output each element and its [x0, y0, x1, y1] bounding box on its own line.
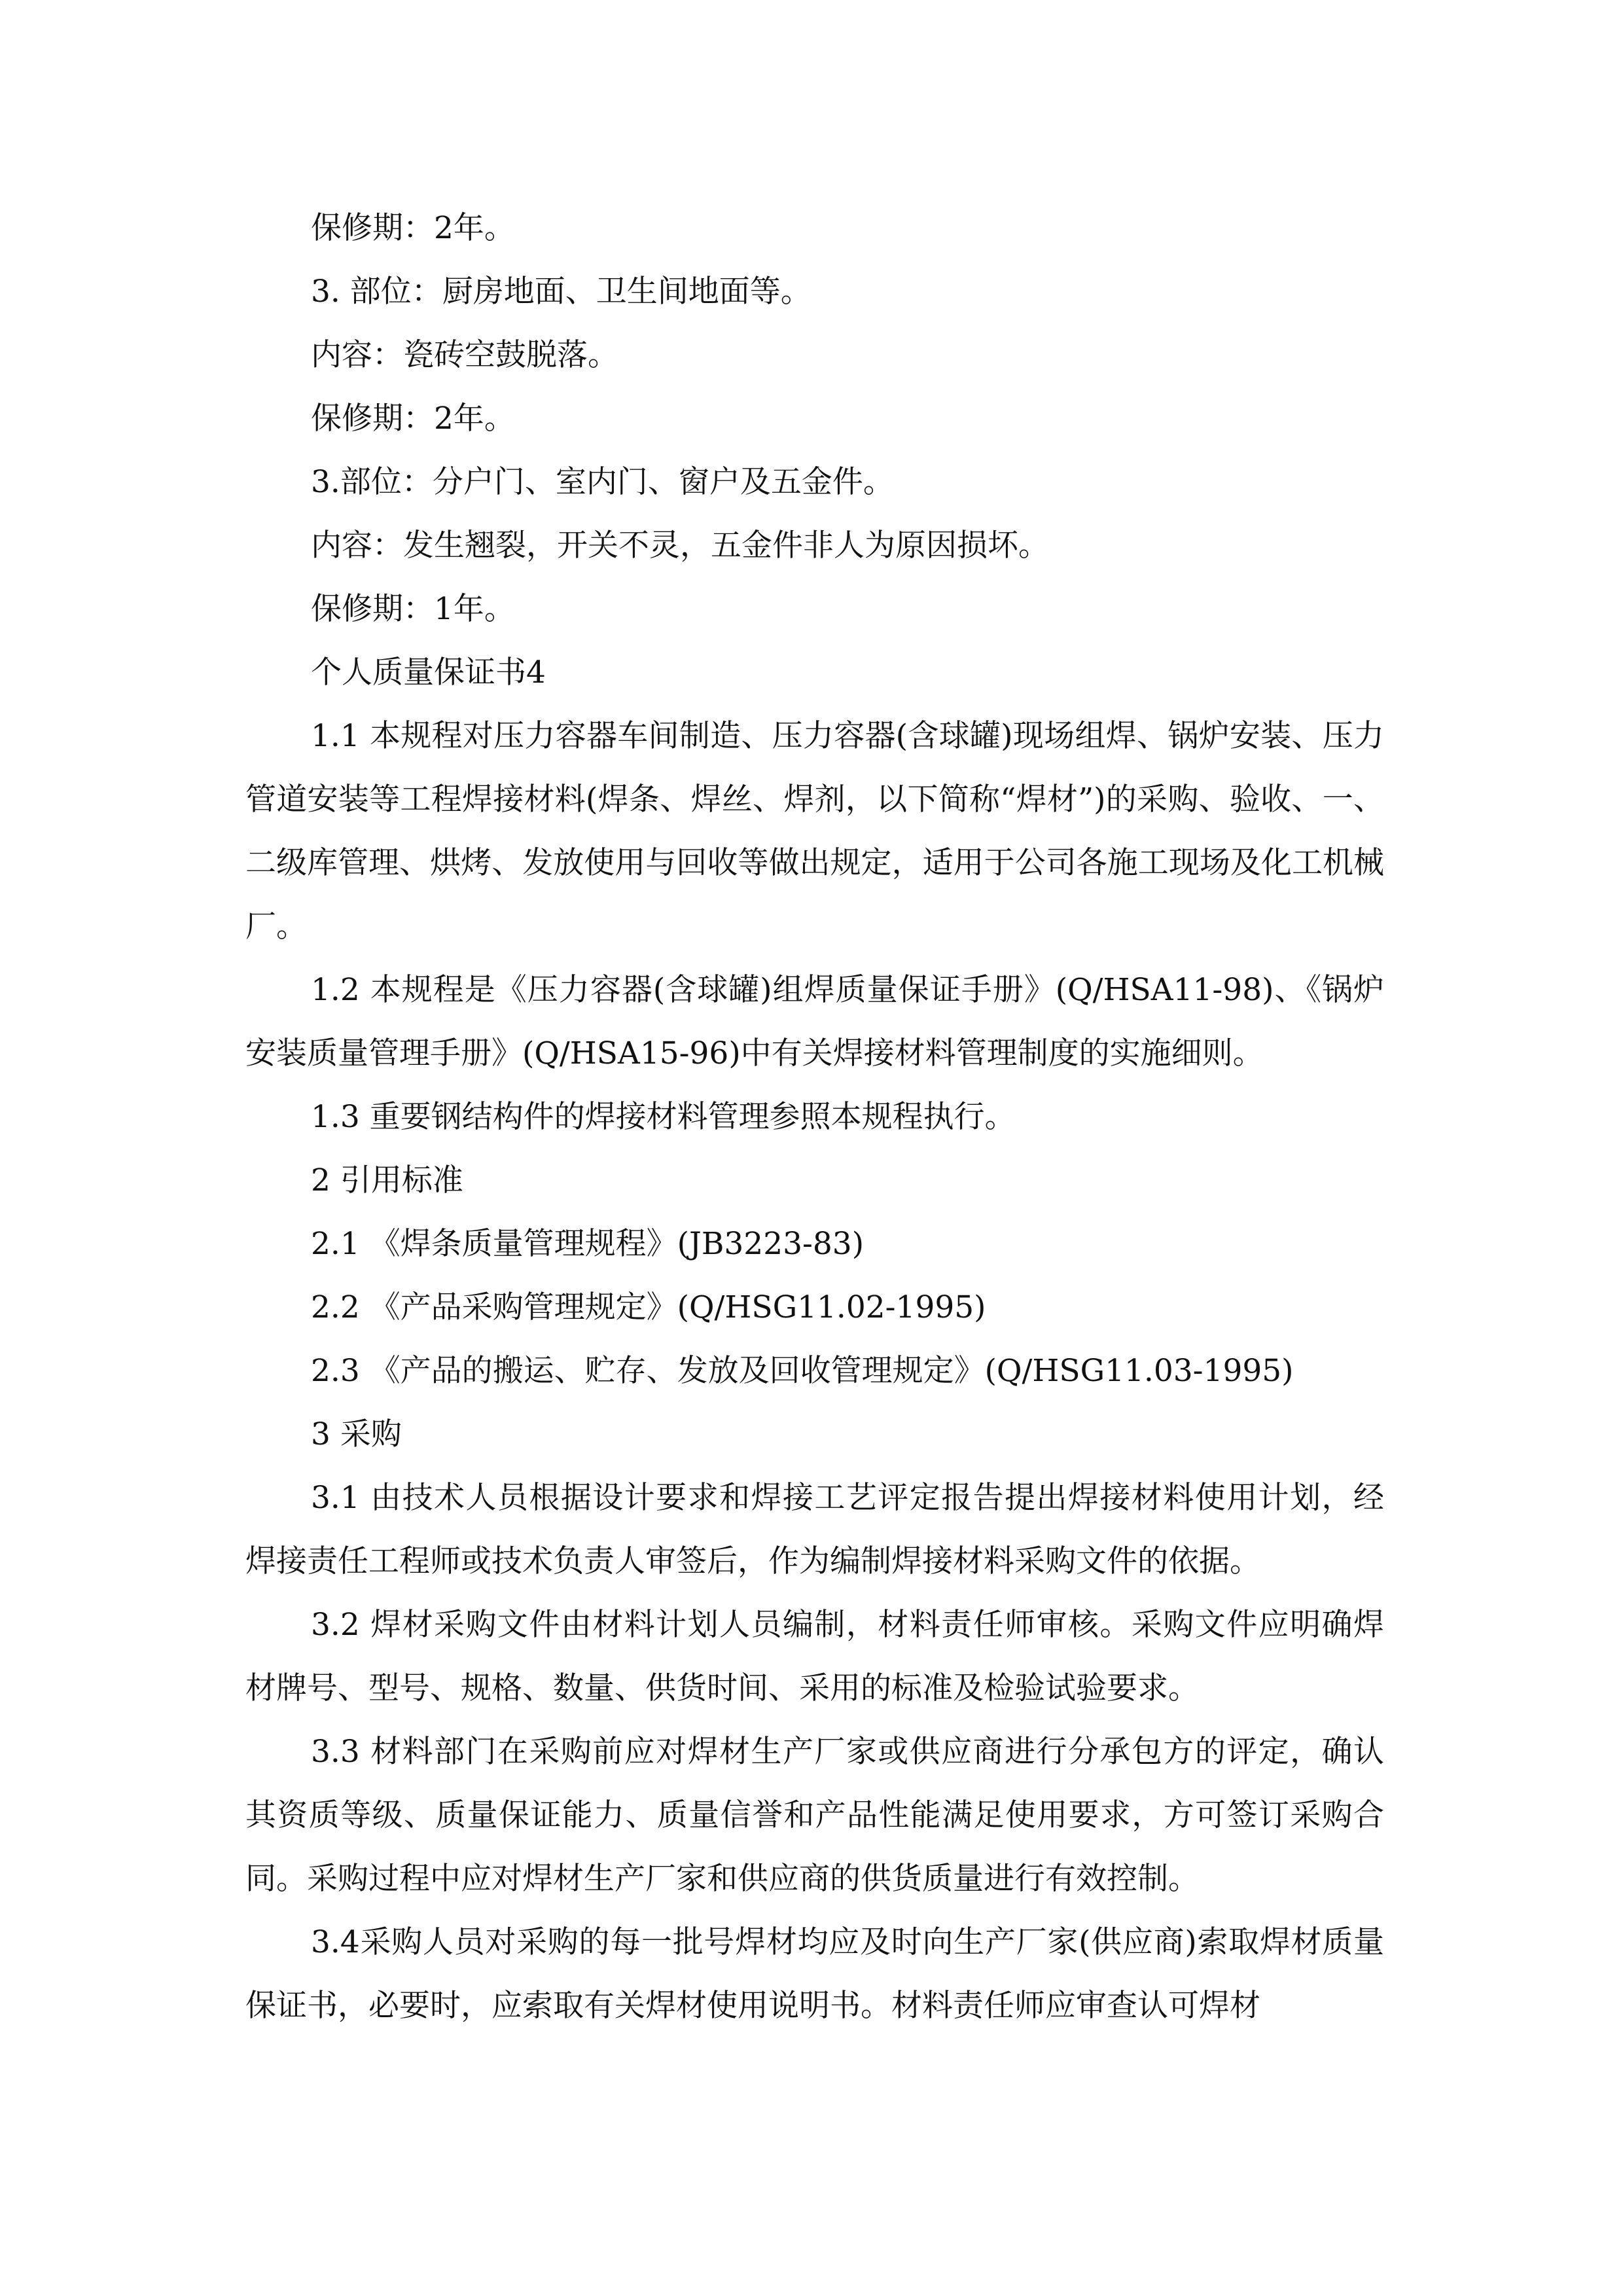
paragraph-2-3: 2.3 《产品的搬运、贮存、发放及回收管理规定》(Q/HSG11.03-1995) [311, 1353, 1294, 1389]
heading-procurement: 3 采购 [311, 1416, 402, 1452]
paragraph-1-2: 1.2 本规程是《压力容器(含球罐)组焊质量保证手册》(Q/HSA11-98)、《锅炉安装质量管理手册》(Q/HSA15-96)中有关焊接材料管理制度的实施细则。 [245, 972, 1384, 1071]
section-title: 个人质量保证书4 [311, 655, 546, 691]
paragraph-location-kitchen: 3. 部位：厨房地面、卫生间地面等。 [311, 274, 812, 310]
paragraph-1-3: 1.3 重要钢结构件的焊接材料管理参照本规程执行。 [311, 1099, 1016, 1135]
paragraph-3-4: 3.4采购人员对采购的每一批号焊材均应及时向生产厂家(供应商)索取焊材质量保证书，必要时，应索取有关焊材使用说明书。材料责任师应审查认可焊材 [245, 1924, 1384, 2024]
paragraph-warranty-period-2: 保修期：2年。 [311, 401, 515, 437]
paragraph-3-1: 3.1 由技术人员根据设计要求和焊接工艺评定报告提出焊接材料使用计划，经焊接责任工程师或技术负责人审签后，作为编制焊接材料采购文件的依据。 [245, 1480, 1384, 1579]
paragraph-warranty-period-1: 保修期：2年。 [311, 210, 515, 246]
paragraph-1-1: 1.1 本规程对压力容器车间制造、压力容器(含球罐)现场组焊、锅炉安装、压力管道安装等工程焊接材料(焊条、焊丝、焊剂，以下简称“焊材”)的采购、验收、一、二级库管理、烘烤、发放使用与回收等做出规定，适用于公司各施工现场及化工机械厂。 [245, 718, 1384, 944]
paragraph-content-doors: 内容：发生翘裂，开关不灵，五金件非人为原因损坏。 [311, 528, 1049, 564]
paragraph-3-3: 3.3 材料部门在采购前应对焊材生产厂家或供应商进行分承包方的评定，确认其资质等级、质量保证能力、质量信誉和产品性能满足使用要求，方可签订采购合同。采购过程中应对焊材生产厂家和供应商的供货质量进行有效控制。 [245, 1734, 1384, 1897]
paragraph-location-doors: 3.部位：分户门、室内门、窗户及五金件。 [311, 464, 894, 500]
paragraph-2-2: 2.2 《产品采购管理规定》(Q/HSG11.02-1995) [311, 1289, 986, 1325]
paragraph-content-tiles: 内容：瓷砖空鼓脱落。 [311, 337, 618, 373]
paragraph-3-2: 3.2 焊材采购文件由材料计划人员编制，材料责任师审核。采购文件应明确焊材牌号、型号、规格、数量、供货时间、采用的标准及检验试验要求。 [245, 1607, 1384, 1706]
paragraph-2-1: 2.1 《焊条质量管理规程》(JB3223-83) [311, 1226, 865, 1262]
document-body [245, 196, 1384, 2037]
heading-referenced-standards: 2 引用标准 [311, 1162, 463, 1198]
paragraph-warranty-period-3: 保修期：1年。 [311, 591, 515, 627]
